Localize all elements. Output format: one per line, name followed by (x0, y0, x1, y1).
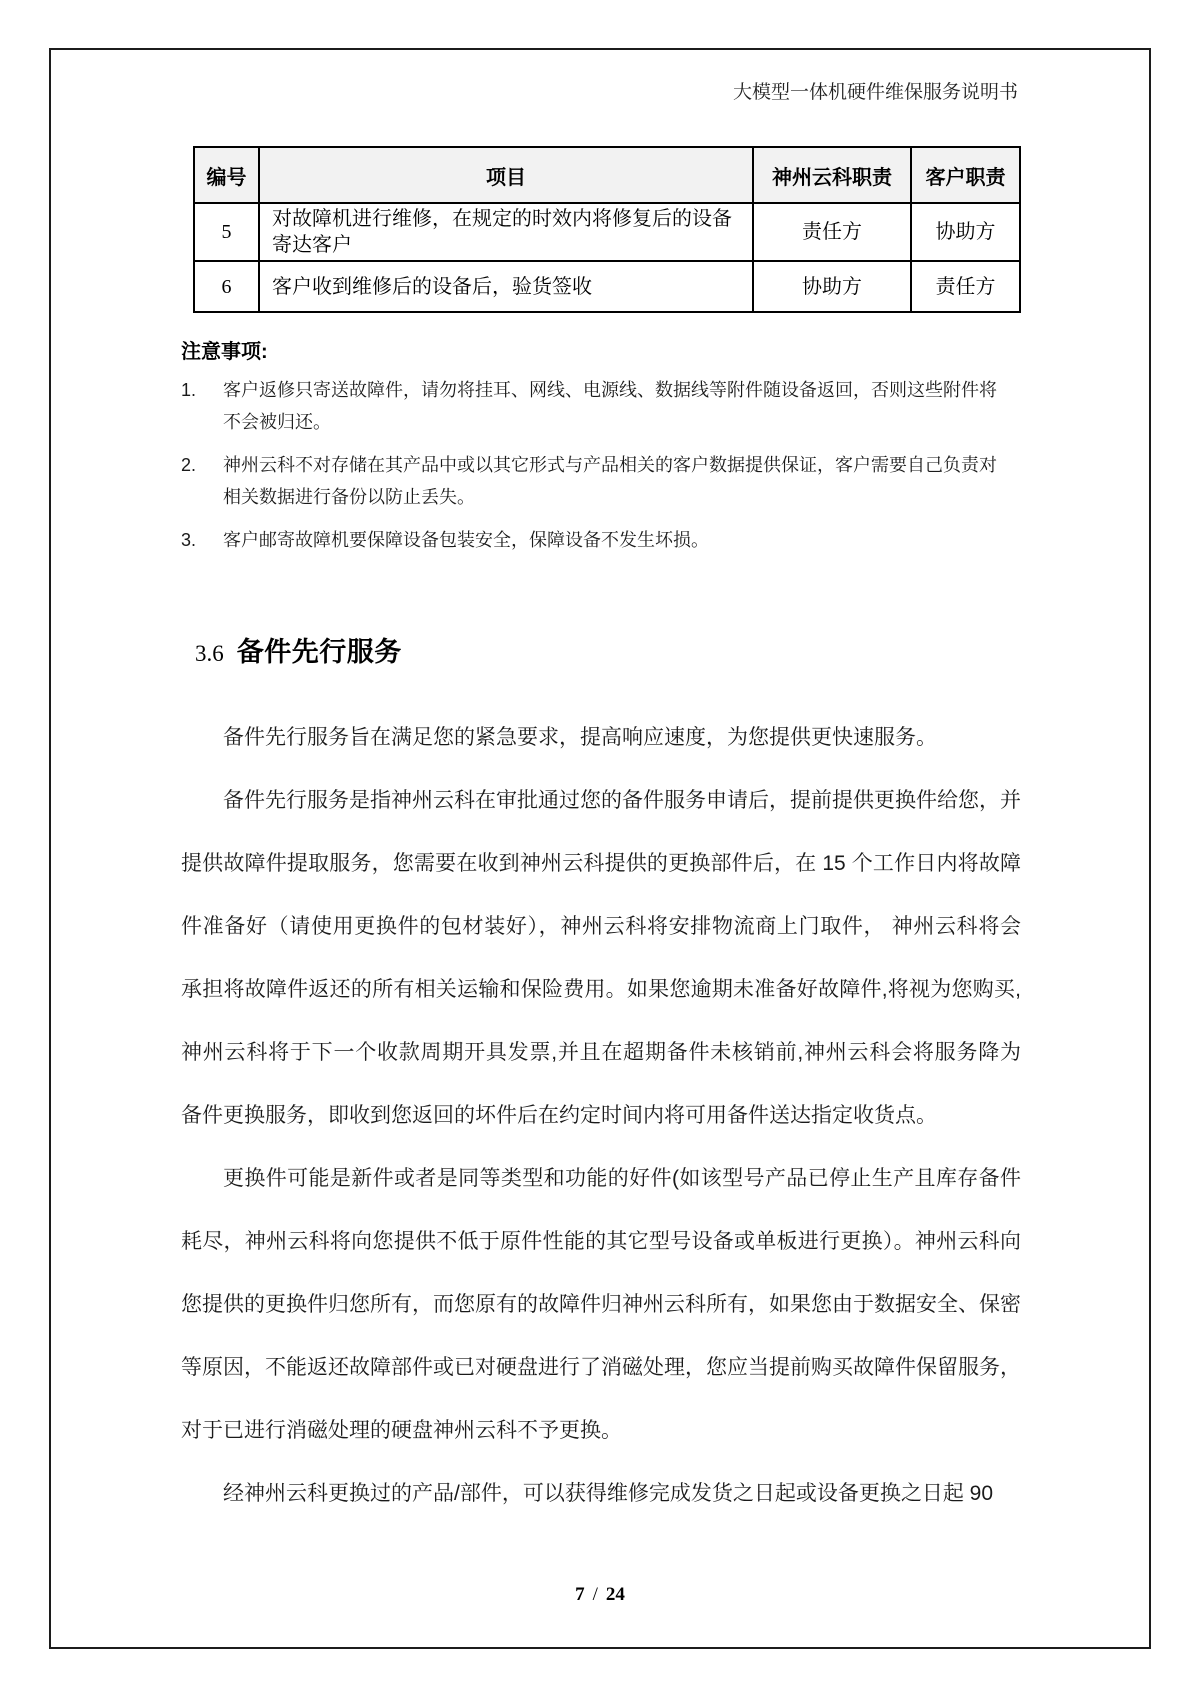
text-line: 更换件可能是新件或者是同等类型和功能的好件(如该型号产品已停止生产且库存备件 (223, 1167, 1021, 1190)
table-cell: 客户收到维修后的设备后，验货签收 (259, 261, 753, 312)
note-line: 客户邮寄故障机要保障设备包装安全，保障设备不发生坏损。 (223, 530, 709, 550)
table-cell: 责任方 (911, 261, 1020, 312)
table-cell: 责任方 (753, 203, 911, 261)
paragraph (181, 1462, 1021, 1525)
section-number: 3.6 (195, 641, 224, 666)
note-line: 不会被归还。 (223, 412, 331, 432)
notes-list (181, 374, 1021, 567)
notes-label: 注意事项: (181, 341, 268, 363)
paragraph (181, 706, 1021, 769)
table-cell: 5 (194, 203, 259, 261)
text-line: 承担将故障件返还的所有相关运输和保险费用。如果您逾期未准备好故障件,将视为您购买, (181, 978, 1021, 1001)
text-line: 备件先行服务是指神州云科在审批通过您的备件服务申请后，提前提供更换件给您，并 (223, 789, 1021, 812)
text-line: 提供故障件提取服务，您需要在收到神州云科提供的更换部件后，在 15 个工作日内将故障 (181, 852, 1021, 875)
note-item (181, 374, 1021, 438)
text-line: 等原因，不能返还故障部件或已对硬盘进行了消磁处理，您应当提前购买故障件保留服务， (181, 1356, 1021, 1379)
table-cell: 协助方 (753, 261, 911, 312)
note-number: 3. (181, 530, 197, 550)
table-cell: 6 (194, 261, 259, 312)
section-heading (195, 630, 402, 669)
table-header-cell: 神州云科职责 (753, 147, 911, 203)
page-number-separator: / (592, 1584, 598, 1605)
text-line: 备件更换服务，即收到您返回的坏件后在约定时间内将可用备件送达指定收货点。 (181, 1104, 937, 1127)
table-header-cell: 编号 (194, 147, 259, 203)
page-number-current: 7 (575, 1584, 585, 1605)
note-line: 客户返修只寄送故障件，请勿将挂耳、网线、电源线、数据线等附件随设备返回，否则这些附件将 (223, 380, 997, 400)
body-paragraphs (181, 706, 1021, 1525)
paragraph (181, 769, 1021, 1147)
table-row (194, 261, 1020, 312)
text-line: 您提供的更换件归您所有，而您原有的故障件归神州云科所有，如果您由于数据安全、保密 (181, 1293, 1021, 1316)
text-line: 耗尽，神州云科将向您提供不低于原件性能的其它型号设备或单板进行更换）。神州云科向 (181, 1230, 1021, 1253)
table-body (194, 203, 1020, 312)
note-text (223, 374, 1021, 438)
responsibilities-table (193, 146, 1021, 313)
note-number: 2. (181, 455, 197, 475)
note-line: 神州云科不对存储在其产品中或以其它形式与产品相关的客户数据提供保证，客户需要自己负责对 (223, 455, 997, 475)
note-text (223, 524, 1021, 556)
page-number-total: 24 (605, 1584, 625, 1605)
note-item (181, 524, 1021, 556)
paragraph (181, 1147, 1021, 1462)
table-cell: 协助方 (911, 203, 1020, 261)
text-line: 神州云科将于下一个收款周期开具发票,并且在超期备件未核销前,神州云科会将服务降为 (181, 1041, 1021, 1064)
document-header-title: 大模型一体机硬件维保服务说明书 (732, 82, 1018, 103)
text-line: 对于已进行消磁处理的硬盘神州云科不予更换。 (181, 1419, 622, 1442)
note-item (181, 449, 1021, 513)
table-header-cell: 项目 (259, 147, 753, 203)
table-header-row (194, 147, 1020, 203)
text-line: 备件先行服务旨在满足您的紧急要求，提高响应速度，为您提供更快速服务。 (223, 726, 937, 749)
note-number: 1. (181, 380, 197, 400)
table-header-cell: 客户职责 (911, 147, 1020, 203)
section-title: 备件先行服务 (236, 637, 402, 667)
text-line: 经神州云科更换过的产品/部件，可以获得维修完成发货之日起或设备更换之日起 90 (223, 1482, 994, 1505)
note-line: 相关数据进行备份以防止丢失。 (223, 487, 475, 507)
page-footer (49, 1582, 1151, 1608)
table-cell: 对故障机进行维修，在规定的时效内将修复后的设备寄达客户 (259, 203, 753, 261)
note-text (223, 449, 1021, 513)
text-line: 件准备好（请使用更换件的包材装好），神州云科将安排物流商上门取件， 神州云科将会 (181, 915, 1021, 938)
table-row (194, 203, 1020, 261)
